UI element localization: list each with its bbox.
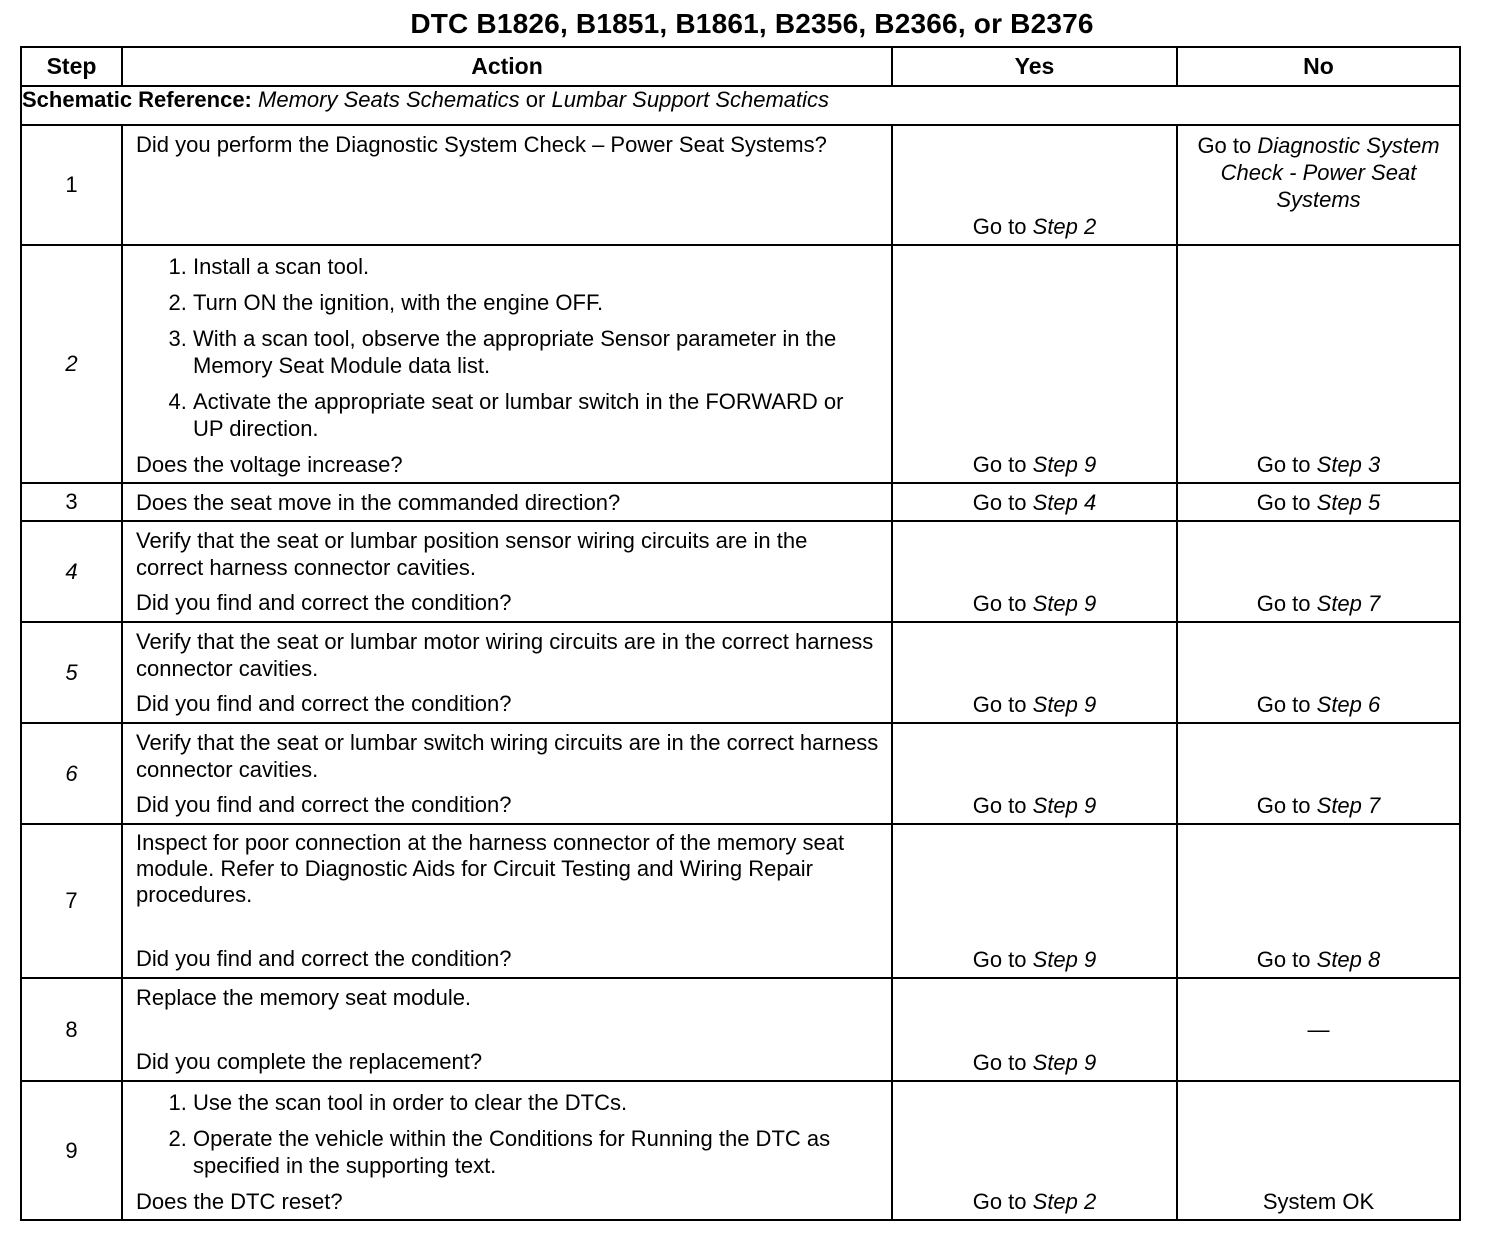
no-cell [1177, 245, 1460, 483]
header-yes: Yes [892, 47, 1177, 86]
step-word: Step [1316, 692, 1362, 717]
action-cell [122, 125, 892, 245]
action-question: Did you find and correct the condition? [136, 946, 512, 971]
step-number: 1 [21, 125, 122, 245]
table-row [21, 824, 1460, 978]
schematic-reference [21, 86, 1460, 125]
yes-goto[interactable] [893, 591, 1176, 617]
schematic-reference-label: Schematic Reference: [22, 87, 252, 112]
step-target: 9 [1084, 947, 1097, 972]
step-target: 3 [1368, 452, 1381, 477]
list-item: 1. Install a scan tool. [193, 253, 879, 280]
no-reference-link: Diagnostic System Check - Power Seat Systems [1220, 133, 1440, 212]
step-number: 6 [21, 723, 122, 824]
step-target: 7 [1368, 793, 1381, 818]
no-cell [1177, 521, 1460, 622]
schematic-or: or [525, 87, 546, 112]
goto-prefix: Go to [972, 1189, 1027, 1214]
table-row [21, 1081, 1460, 1220]
action-text: Replace the memory seat module. [136, 985, 472, 1010]
step-word: Step [1032, 591, 1078, 616]
yes-cell [892, 483, 1177, 521]
step-word: Step [1316, 452, 1362, 477]
no-cell [1177, 622, 1460, 723]
action-cell [122, 1081, 892, 1220]
yes-goto[interactable] [893, 1189, 1176, 1215]
list-item: 3. With a scan tool, observe the appropriate Sensor parameter in the Memory Seat Module data list. [193, 325, 879, 379]
action-cell [122, 521, 892, 622]
goto-prefix: Go to [1256, 591, 1311, 616]
step-number: 9 [21, 1081, 122, 1220]
step-link [1033, 947, 1097, 972]
step-target: 2 [1084, 1189, 1097, 1214]
yes-goto[interactable] [893, 692, 1176, 718]
no-goto[interactable] [1178, 490, 1459, 516]
action-text: Did you perform the Diagnostic System Check – Power Seat Systems? [136, 132, 827, 157]
action-cell [122, 824, 892, 978]
step-target: 9 [1084, 591, 1097, 616]
no-cell [1177, 125, 1460, 245]
action-question: Does the seat move in the commanded direction? [136, 489, 621, 515]
yes-cell [892, 1081, 1177, 1220]
step-link [1033, 452, 1097, 477]
step-number: 2 [21, 245, 122, 483]
yes-goto[interactable] [893, 452, 1176, 478]
step-target: 9 [1084, 1050, 1097, 1075]
step-link [1033, 591, 1097, 616]
goto-prefix: Go to [972, 692, 1027, 717]
step-number: 4 [21, 521, 122, 622]
goto-prefix: Go to [972, 793, 1027, 818]
no-goto[interactable] [1178, 947, 1459, 973]
yes-goto[interactable] [893, 1050, 1176, 1076]
step-word: Step [1032, 452, 1078, 477]
step-word: Step [1032, 692, 1078, 717]
step-target: 9 [1084, 452, 1097, 477]
goto-prefix: Go to [1256, 947, 1311, 972]
step-link [1317, 692, 1381, 717]
schematic-link-lumbar-support[interactable]: Lumbar Support Schematics [551, 87, 830, 112]
yes-cell [892, 824, 1177, 978]
no-goto[interactable] [1178, 591, 1459, 617]
step-word: Step [1316, 793, 1362, 818]
goto-prefix: Go to [972, 214, 1027, 239]
yes-goto[interactable] [893, 947, 1176, 973]
step-word: Step [1316, 490, 1362, 515]
step-target: 8 [1368, 947, 1381, 972]
list-item: 2. Turn ON the ignition, with the engine OFF. [193, 289, 879, 316]
step-link [1317, 947, 1381, 972]
yes-goto[interactable] [893, 793, 1176, 819]
table-row [21, 521, 1460, 622]
yes-cell [892, 521, 1177, 622]
step-word: Step [1032, 214, 1078, 239]
table-row [21, 723, 1460, 824]
list-item: 2. Operate the vehicle within the Conditions for Running the DTC as specified in the supporting text. [193, 1125, 879, 1179]
step-word: Step [1032, 793, 1078, 818]
step-link [1033, 1050, 1097, 1075]
no-goto[interactable] [1178, 452, 1459, 478]
schematic-reference-row [21, 86, 1460, 125]
action-list [136, 1089, 879, 1179]
header-step: Step [21, 47, 122, 86]
step-number: 8 [21, 978, 122, 1081]
yes-cell [892, 125, 1177, 245]
yes-goto[interactable] [893, 490, 1176, 516]
yes-cell [892, 723, 1177, 824]
step-target: 9 [1084, 692, 1097, 717]
action-list [136, 253, 879, 442]
no-goto[interactable] [1178, 692, 1459, 718]
no-cell [1177, 978, 1460, 1081]
step-link [1033, 793, 1097, 818]
step-word: Step [1032, 1189, 1078, 1214]
system-ok-text: System OK [1262, 1189, 1375, 1214]
goto-prefix: Go to [1256, 490, 1311, 515]
action-cell [122, 978, 892, 1081]
step-target: 9 [1084, 793, 1097, 818]
goto-prefix: Go to [972, 591, 1027, 616]
step-number: 7 [21, 824, 122, 978]
step-target: 6 [1368, 692, 1381, 717]
goto-prefix: Go to [1197, 133, 1252, 158]
action-cell [122, 245, 892, 483]
table-row [21, 125, 1460, 245]
action-text: Verify that the seat or lumbar position sensor wiring circuits are in the correct harness connector cavities. [136, 528, 808, 580]
step-number: 3 [21, 483, 122, 521]
action-text: Verify that the seat or lumbar motor wiring circuits are in the correct harness connector cavities. [136, 629, 874, 681]
yes-goto[interactable] [893, 214, 1176, 240]
step-link [1033, 214, 1097, 239]
step-link [1317, 452, 1381, 477]
action-cell [122, 483, 892, 521]
step-target: 2 [1084, 214, 1097, 239]
action-question: Does the voltage increase? [136, 452, 403, 477]
list-item: 4. Activate the appropriate seat or lumbar switch in the FORWARD or UP direction. [193, 388, 879, 442]
action-question: Did you complete the replacement? [136, 1049, 483, 1074]
table-row [21, 483, 1460, 521]
table-row [21, 978, 1460, 1081]
goto-prefix: Go to [972, 947, 1027, 972]
step-link [1033, 1189, 1097, 1214]
step-word: Step [1032, 947, 1078, 972]
action-question: Did you find and correct the condition? [136, 691, 512, 716]
step-word: Step [1032, 490, 1078, 515]
header-row [21, 47, 1460, 86]
step-word: Step [1316, 947, 1362, 972]
step-link [1317, 490, 1381, 515]
step-link [1317, 591, 1381, 616]
no-action-dash: — [1307, 1017, 1330, 1043]
step-number: 5 [21, 622, 122, 723]
step-word: Step [1316, 591, 1362, 616]
table-row [21, 622, 1460, 723]
action-cell [122, 622, 892, 723]
action-question: Did you find and correct the condition? [136, 590, 512, 615]
header-action: Action [122, 47, 892, 86]
step-word: Step [1032, 1050, 1078, 1075]
yes-cell [892, 622, 1177, 723]
goto-prefix: Go to [1256, 692, 1311, 717]
step-link [1033, 692, 1097, 717]
no-cell [1177, 824, 1460, 978]
action-question: Does the DTC reset? [136, 1189, 343, 1214]
no-goto[interactable] [1178, 793, 1459, 819]
list-item: 1. Use the scan tool in order to clear the DTCs. [193, 1089, 879, 1116]
action-cell [122, 723, 892, 824]
table-row [21, 245, 1460, 483]
yes-cell [892, 245, 1177, 483]
page-title: DTC B1826, B1851, B1861, B2356, B2366, or B2376 [410, 8, 1094, 39]
goto-prefix: Go to [972, 490, 1027, 515]
header-no: No [1177, 47, 1460, 86]
goto-prefix: Go to [1256, 793, 1311, 818]
goto-prefix: Go to [1256, 452, 1311, 477]
action-text: Verify that the seat or lumbar switch wiring circuits are in the correct harness connector cavities. [136, 730, 879, 782]
goto-prefix: Go to [972, 452, 1027, 477]
no-goto[interactable] [1178, 126, 1459, 213]
step-link [1033, 490, 1097, 515]
step-target: 7 [1368, 591, 1381, 616]
step-target: 4 [1084, 490, 1097, 515]
step-link [1317, 793, 1381, 818]
action-text: Inspect for poor connection at the harness connector of the memory seat module. Refer to Diagnostic Aids for Circuit Testing and Wiring Repair procedures. [136, 830, 845, 907]
schematic-link-memory-seats[interactable]: Memory Seats Schematics [258, 87, 520, 112]
no-cell [1177, 1081, 1460, 1220]
yes-cell [892, 978, 1177, 1081]
step-target: 5 [1368, 490, 1381, 515]
action-question: Did you find and correct the condition? [136, 792, 512, 817]
diagnostic-table [20, 46, 1461, 1221]
no-cell [1177, 483, 1460, 521]
no-cell [1177, 723, 1460, 824]
goto-prefix: Go to [972, 1050, 1027, 1075]
